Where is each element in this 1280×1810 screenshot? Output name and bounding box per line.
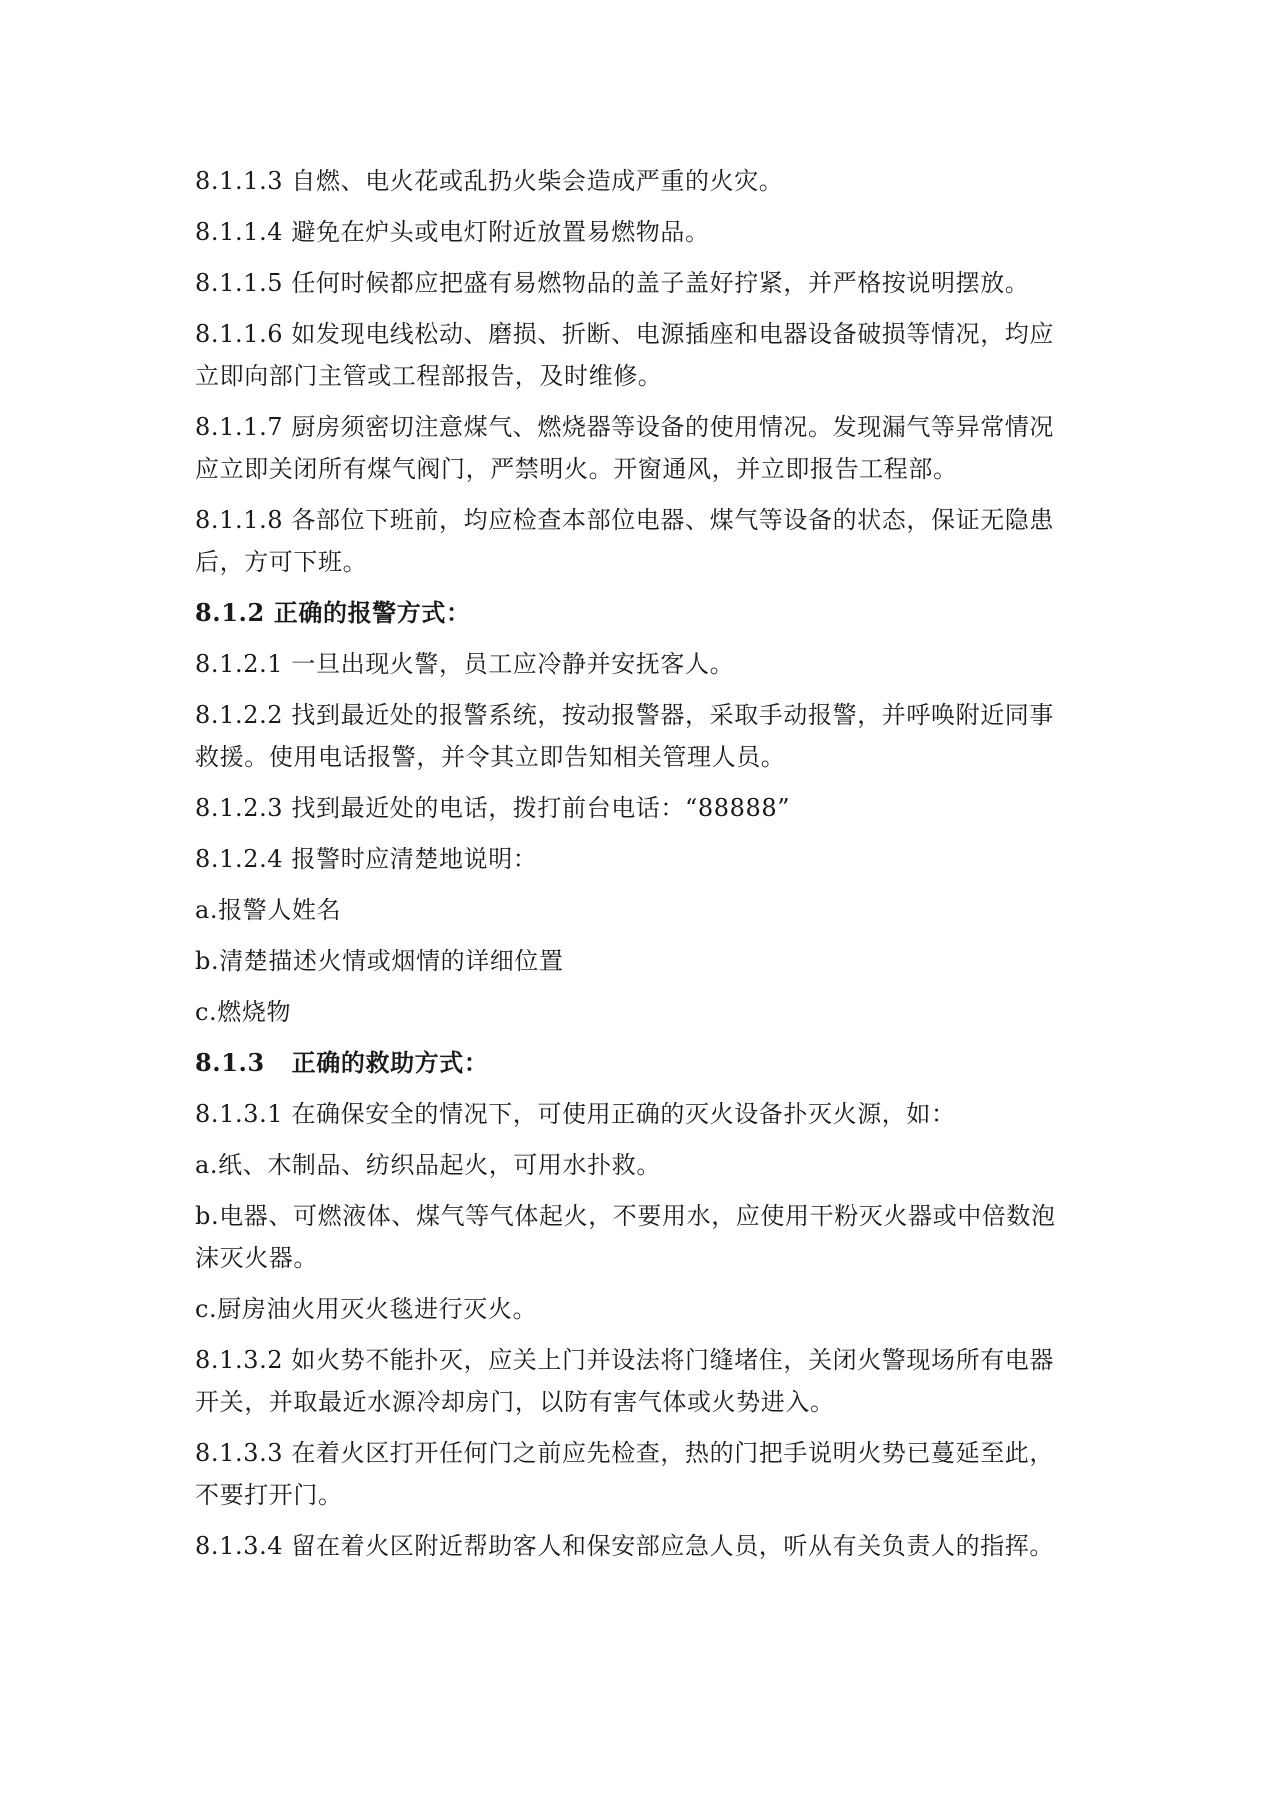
paragraph-line: 8.1.1.4 避免在炉头或电灯附近放置易燃物品。 — [195, 218, 710, 246]
paragraph-line: 8.1.1.6 如发现电线松动、磨损、折断、电源插座和电器设备破损等情况，均应 — [195, 320, 1054, 348]
paragraph-line: b.清楚描述火情或烟情的详细位置 — [195, 947, 564, 975]
paragraph-line: a.纸、木制品、纺织品起火，可用水扑救。 — [195, 1151, 661, 1179]
paragraph-continuation: 立即向部门主管或工程部报告，及时维修。 — [195, 362, 663, 390]
paragraph-line: c.厨房油火用灭火毯进行灭火。 — [195, 1295, 538, 1323]
paragraph-continuation: 应立即关闭所有煤气阀门，严禁明火。开窗通风，并立即报告工程部。 — [195, 455, 958, 483]
paragraph-line: b.电器、可燃液体、煤气等气体起火，不要用水，应使用干粉灭火器或中倍数泡 — [195, 1202, 1056, 1230]
paragraph-line: 8.1.2.4 报警时应清楚地说明： — [195, 845, 538, 873]
paragraph-line: 8.1.1.5 任何时候都应把盛有易燃物品的盖子盖好拧紧，并严格按说明摆放。 — [195, 269, 1030, 297]
section-heading: 8.1.3 正确的救助方式： — [195, 1048, 489, 1077]
paragraph-line: 8.1.3.2 如火势不能扑灭，应关上门并设法将门缝堵住，关闭火警现场所有电器 — [195, 1346, 1054, 1374]
paragraph-continuation: 沫灭火器。 — [195, 1244, 318, 1272]
paragraph-line: 8.1.2.1 一旦出现火警，员工应冷静并安抚客人。 — [195, 650, 735, 678]
document-body — [195, 160, 1095, 1576]
paragraph-line: 8.1.1.8 各部位下班前，均应检查本部位电器、煤气等设备的状态，保证无隐患 — [195, 506, 1054, 534]
paragraph-line: 8.1.3.4 留在着火区附近帮助客人和保安部应急人员，听从有关负责人的指挥。 — [195, 1532, 1054, 1560]
paragraph-line: 8.1.3.1 在确保安全的情况下，可使用正确的灭火设备扑灭火源，如： — [195, 1100, 956, 1128]
paragraph-continuation: 救援。使用电话报警，并令其立即告知相关管理人员。 — [195, 743, 786, 771]
paragraph-continuation: 后，方可下班。 — [195, 548, 368, 576]
paragraph-line: 8.1.1.3 自燃、电火花或乱扔火柴会造成严重的火灾。 — [195, 167, 784, 195]
paragraph-continuation: 开关，并取最近水源冷却房门，以防有害气体或火势进入。 — [195, 1388, 835, 1416]
paragraph-line: 8.1.1.7 厨房须密切注意煤气、燃烧器等设备的使用情况。发现漏气等异常情况 — [195, 413, 1054, 441]
paragraph-continuation: 不要打开门。 — [195, 1481, 343, 1509]
paragraph-line: 8.1.2.2 找到最近处的报警系统，按动报警器，采取手动报警，并呼唤附近同事 — [195, 701, 1054, 729]
paragraph-line: c.燃烧物 — [195, 998, 292, 1026]
paragraph-line: a.报警人姓名 — [195, 896, 342, 924]
paragraph-line: 8.1.2.3 找到最近处的电话，拨打前台电话：“88888” — [195, 794, 791, 822]
section-heading: 8.1.2 正确的报警方式： — [195, 598, 471, 627]
paragraph-line: 8.1.3.3 在着火区打开任何门之前应先检查，热的门把手说明火势已蔓延至此， — [195, 1439, 1054, 1467]
